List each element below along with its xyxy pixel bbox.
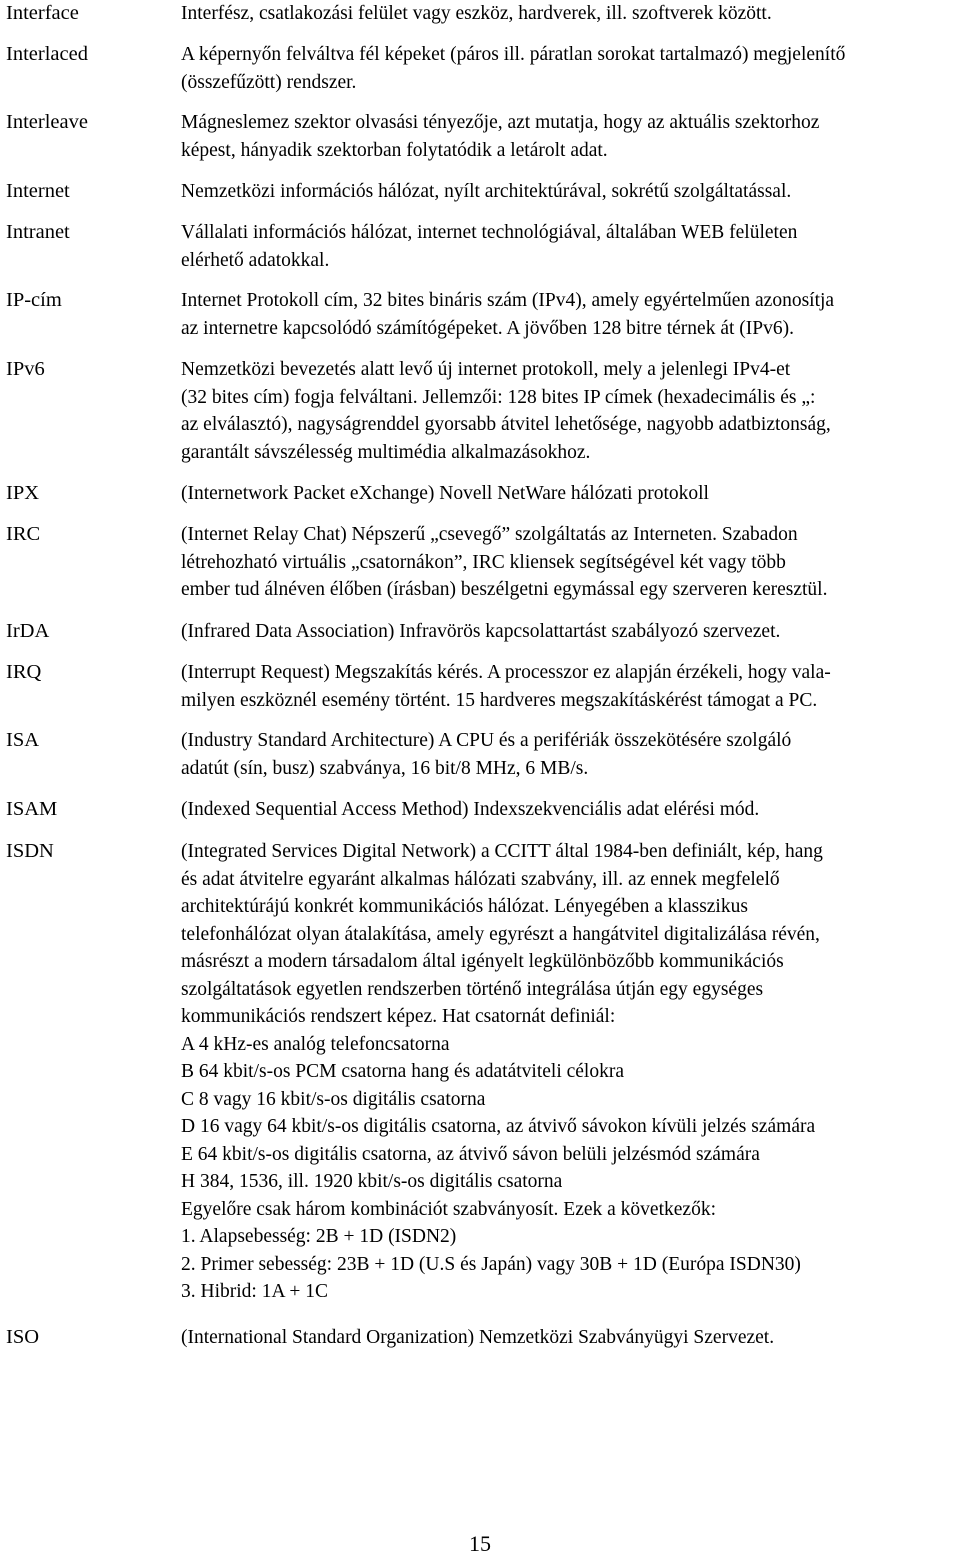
definition-line: az elválasztó), nagyságrenddel gyorsabb átvitel lehetősége, nagyobb adatbiztonság, xyxy=(181,414,831,435)
glossary-definition xyxy=(181,521,956,604)
glossary-term: Internet xyxy=(6,180,70,202)
glossary-definition xyxy=(181,1324,956,1352)
definition-line: garantált sávszélesség multimédia alkalmazásokhoz. xyxy=(181,441,591,463)
glossary-term: ISA xyxy=(6,729,40,751)
definition-line: adatút (sín, busz) szabványa, 16 bit/8 MHz, 6 MB/s. xyxy=(181,757,589,779)
definition-line: architektúrájú konkrét kommunikációs hálózat. Lényegében a klasszikus xyxy=(181,896,748,917)
definition-line: másrészt a modern társadalom által igényelt legkülönbözőbb kommunikációs xyxy=(181,951,784,972)
definition-line: Vállalati információs hálózat, internet technológiával, általában WEB felületen xyxy=(181,222,798,243)
glossary-definition xyxy=(181,618,956,646)
definition-line: Nemzetközi információs hálózat, nyílt architektúrával, sokrétű szolgáltatással. xyxy=(181,181,792,202)
glossary-term: Interlaced xyxy=(6,43,88,65)
glossary-definition xyxy=(181,480,956,508)
definition-line: (Infrared Data Association) Infravörös kapcsolattartást szabályozó szervezet. xyxy=(181,621,781,642)
definition-line: 1. Alapsebesség: 2B + 1D (ISDN2) xyxy=(181,1226,457,1247)
glossary-term: Interleave xyxy=(6,111,88,133)
definition-line: E 64 kbit/s-os digitális csatorna, az átvivő sávon belüli jelzésmód számára xyxy=(181,1143,760,1165)
glossary-term: IP-cím xyxy=(6,289,62,311)
glossary-definition xyxy=(181,356,956,466)
glossary-term: IRQ xyxy=(6,661,42,683)
glossary-term: IPv6 xyxy=(6,358,45,380)
definition-line: elérhető adatokkal. xyxy=(181,249,330,271)
definition-line: Mágneslemez szektor olvasási tényezője, azt mutatja, hogy az aktuális szektorhoz xyxy=(181,112,820,133)
glossary-definition xyxy=(181,287,956,342)
definition-line: milyen eszköznél esemény történt. 15 hardveres megszakításkérést támogat a PC. xyxy=(181,689,818,711)
definition-line: Interfész, csatlakozási felület vagy eszköz, hardverek, ill. szoftverek között. xyxy=(181,3,772,24)
glossary-term: IRC xyxy=(6,523,41,545)
definition-line: (Internet Relay Chat) Népszerű „csevegő” szolgáltatás az Interneten. Szabadon xyxy=(181,524,798,545)
glossary-definition xyxy=(181,838,956,1306)
definition-line: 2. Primer sebesség: 23B + 1D (U.S és Japán) vagy 30B + 1D (Európa ISDN30) xyxy=(181,1253,801,1275)
definition-line: (Internetwork Packet eXchange) Novell NetWare hálózati protokoll xyxy=(181,483,709,504)
glossary-term: ISO xyxy=(6,1326,40,1348)
glossary-term: IPX xyxy=(6,482,40,504)
page-number: 15 xyxy=(469,1531,491,1556)
definition-line: (32 bites cím) fogja felváltani. Jellemzői: 128 bites IP címek (hexadecimális és „: xyxy=(181,386,816,408)
definition-line: létrehozható virtuális „csatornákon”, IRC kliensek segítségével két vagy több xyxy=(181,551,786,573)
definition-line: képest, hányadik szektorban folytatódik a letárolt adat. xyxy=(181,139,608,161)
definition-line: B 64 kbit/s-os PCM csatorna hang és adatátviteli célokra xyxy=(181,1061,624,1082)
definition-line: D 16 vagy 64 kbit/s-os digitális csatorna, az átvivő sávokon kívüli jelzés számára xyxy=(181,1116,816,1137)
glossary-definition xyxy=(181,659,956,714)
glossary-term: Interface xyxy=(6,2,79,24)
definition-line: Internet Protokoll cím, 32 bites bináris szám (IPv4), amely egyértelműen azonosítja xyxy=(181,290,835,311)
definition-line: és adat átvitelre egyaránt alkalmas hálózati szabvány, ill. az ennek megfelelő xyxy=(181,868,780,890)
definition-line: (összefűzött) rendszer. xyxy=(181,71,357,93)
glossary-definition xyxy=(181,0,956,28)
definition-line: telefonhálózat olyan átalakítása, amely egyrészt a hangátvitel digitalizálása révén, xyxy=(181,923,820,945)
definition-line: H 384, 1536, ill. 1920 kbit/s-os digitális csatorna xyxy=(181,1171,563,1192)
definition-line: kommunikációs rendszert képez. Hat csatornát definiál: xyxy=(181,1006,616,1027)
definition-line: az internetre kapcsolódó számítógépeket. A jövőben 128 bitre térnek át (IPv6). xyxy=(181,317,794,339)
definition-line: A képernyőn felváltva fél képeket (páros ill. páratlan sorokat tartalmazó) megjelenítő xyxy=(181,44,846,65)
definition-line: (Integrated Services Digital Network) a CCITT által 1984-ben definiált, kép, hang xyxy=(181,841,823,862)
glossary-definition xyxy=(181,796,956,824)
glossary-definition xyxy=(181,727,956,782)
definition-line: ember tud álnéven élőben (írásban) beszélgetni egymással egy szerveren keresztül. xyxy=(181,579,828,600)
definition-line: (Industry Standard Architecture) A CPU és a perifériák összekötésére szolgáló xyxy=(181,730,792,751)
definition-line: Nemzetközi bevezetés alatt levő új internet protokoll, mely a jelenlegi IPv4-et xyxy=(181,359,791,380)
definition-line: (Interrupt Request) Megszakítás kérés. A processzor ez alapján érzékeli, hogy vala- xyxy=(181,662,831,683)
glossary-definition xyxy=(181,41,956,96)
definition-line: szolgáltatások egyetlen rendszerben történő integrálása útján egy egységes xyxy=(181,978,764,1000)
definition-line: (International Standard Organization) Nemzetközi Szabványügyi Szervezet. xyxy=(181,1327,775,1348)
glossary-term: ISAM xyxy=(6,798,58,820)
glossary-term: IrDA xyxy=(6,620,50,642)
definition-line: Egyelőre csak három kombinációt szabványosít. Ezek a következők: xyxy=(181,1198,716,1220)
glossary-definition xyxy=(181,219,956,274)
glossary-definition xyxy=(181,178,956,206)
definition-line: A 4 kHz-es analóg telefoncsatorna xyxy=(181,1033,450,1055)
definition-line: 3. Hibrid: 1A + 1C xyxy=(181,1281,328,1302)
definition-line: (Indexed Sequential Access Method) Indexszekvenciális adat elérési mód. xyxy=(181,799,760,820)
glossary-definition xyxy=(181,109,956,164)
definition-line: C 8 vagy 16 kbit/s-os digitális csatorna xyxy=(181,1088,486,1110)
glossary-term: ISDN xyxy=(6,840,54,862)
glossary-term: Intranet xyxy=(6,221,70,243)
